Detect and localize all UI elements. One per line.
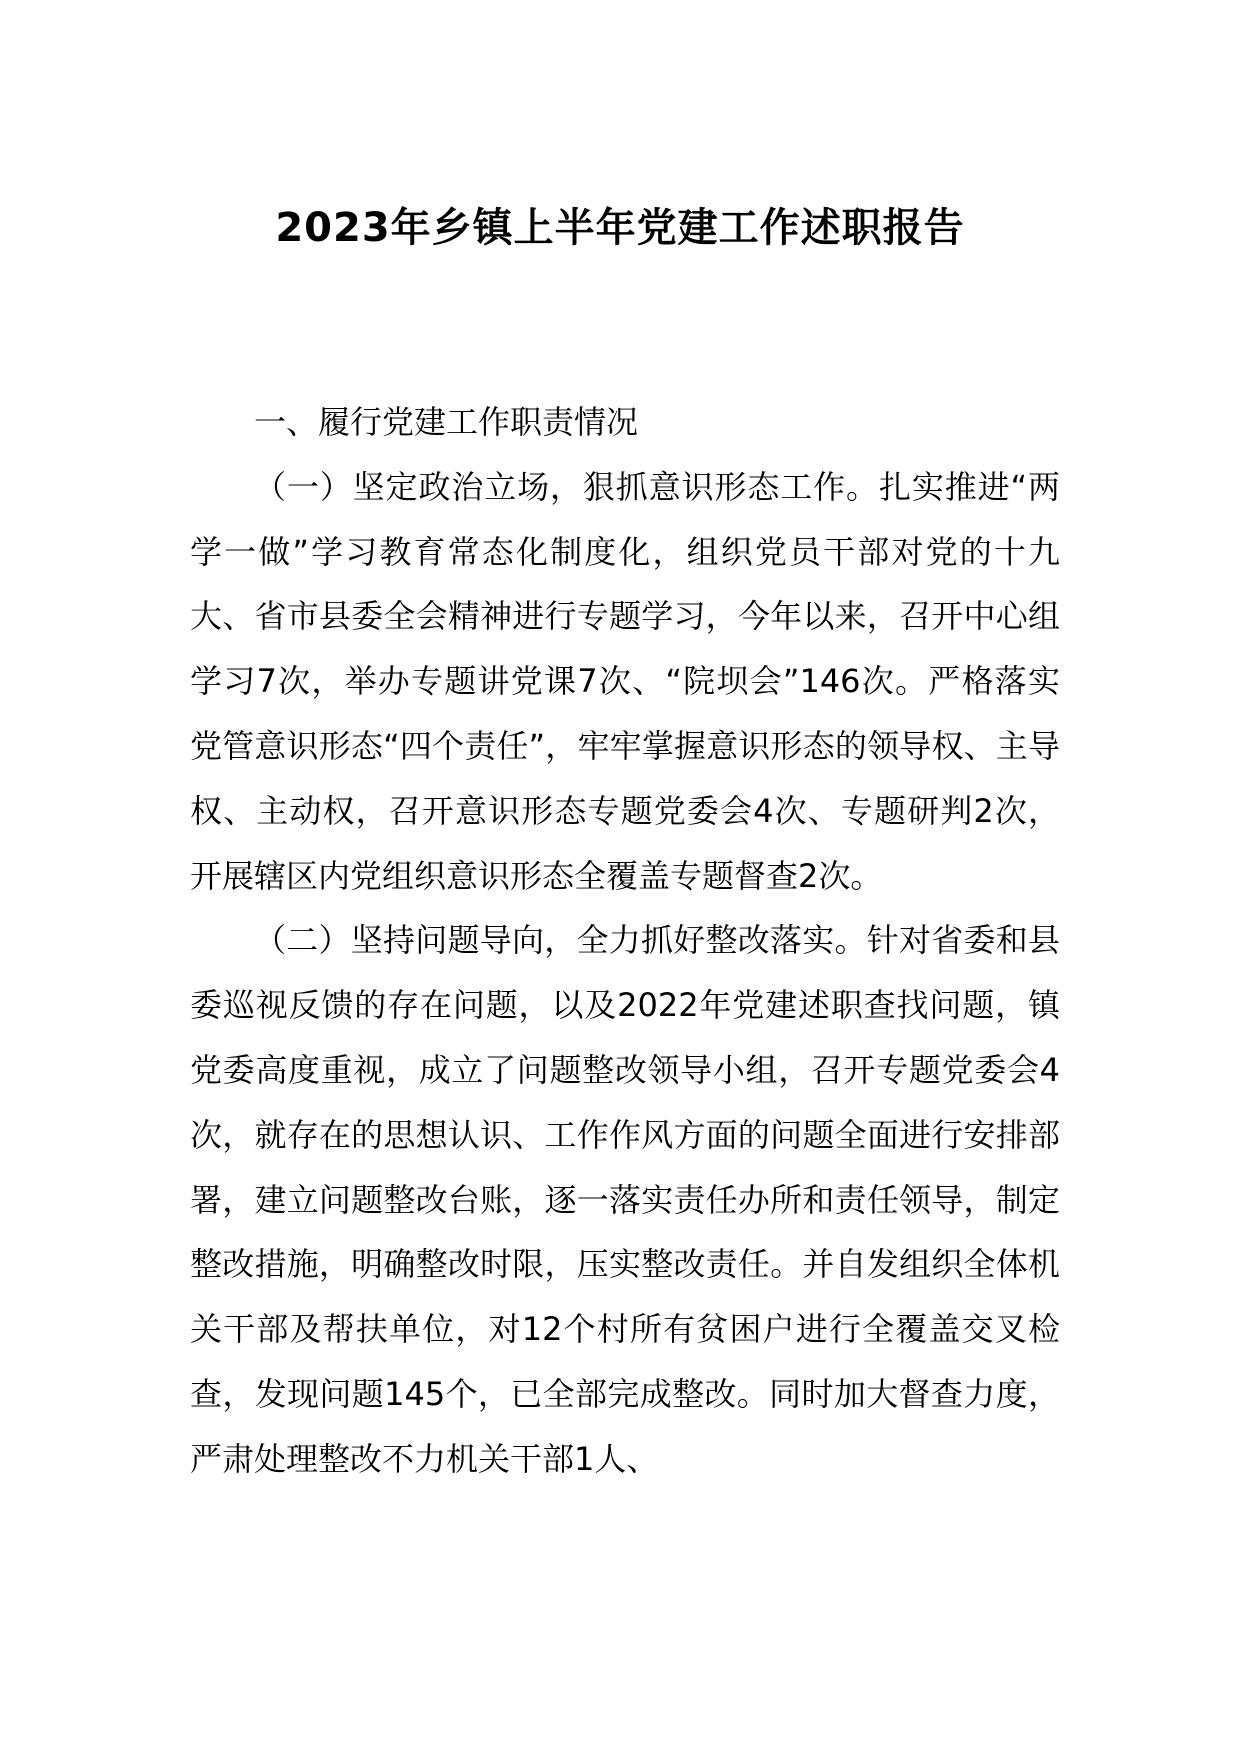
section-heading: 一、履行党建工作职责情况 <box>254 403 639 441</box>
document-body <box>190 390 1060 1492</box>
paragraph-2: （二）坚持问题导向，全力抓好整改落实。针对省委和县委巡视反馈的存在问题，以及2022年党建述职查找问题，镇党委高度重视，成立了问题整改领导小组，召开专题党委会4次，就存在的思想认识、工作作风方面的问题全面进行安排部署，建立问题整改台账，逐一落实责任办所和责任领导，制定整改措施，明确整改时限，压实整改责任。并自发组织全体机关干部及帮扶单位，对12个村所有贫困户进行全覆盖交叉检查，发现问题145个，已全部完成整改。同时加大督查力度，严肃处理整改不力机关干部1人、 <box>190 921 1060 1478</box>
document-title: 2023年乡镇上半年党建工作述职报告 <box>275 205 965 251</box>
paragraph-1: （一）坚定政治立场，狠抓意识形态工作。扎实推进“两学一做”学习教育常态化制度化，组织党员干部对党的十九大、省市县委全会精神进行专题学习，今年以来，召开中心组学习7次，举办专题讲党课7次、“院坝会”146次。严格落实党管意识形态“四个责任”，牢牢掌握意识形态的领导权、主导权、主动权，召开意识形态专题党委会4次、专题研判2次，开展辖区内党组织意识形态全覆盖专题督查2次。 <box>190 467 1060 895</box>
